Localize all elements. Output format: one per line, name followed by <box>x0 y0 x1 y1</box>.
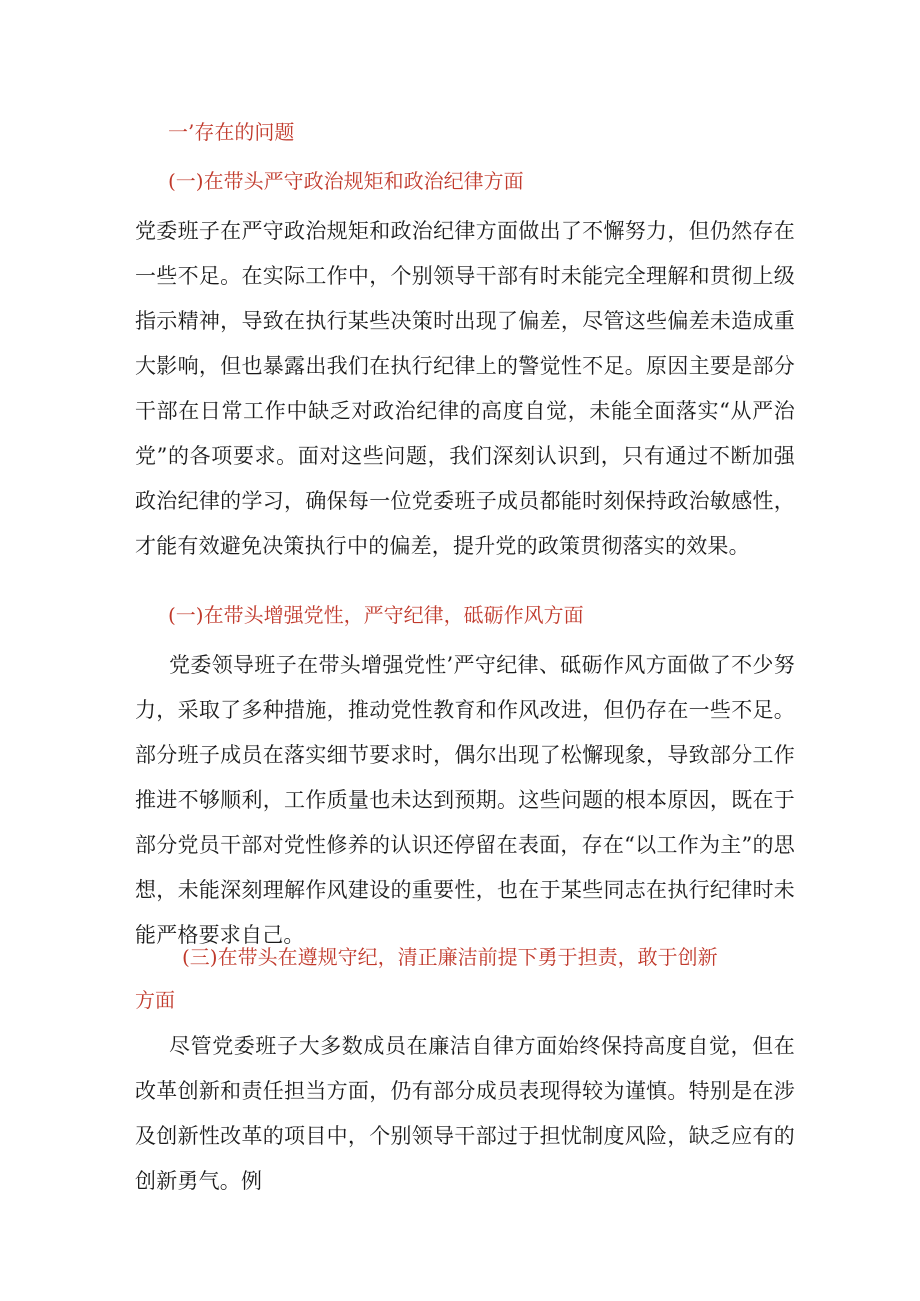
subsection-heading-3-line-2: 方面 <box>135 988 175 1012</box>
section-title: 一’存在的问题 <box>168 120 295 144</box>
paragraph-3: 尽管党委班子大多数成员在廉洁自律方面始终保持高度自觉，但在改革创新和责任担当方面，仍有部分成员表现得较为谨慎。特别是在涉及创新性改革的项目中，个别领导干部过于担忧制度风险，缺乏应有的创新勇气。例 <box>135 1034 795 1193</box>
subsection-heading-1: (一)在带头严守政治规矩和政治纪律方面 <box>168 169 524 193</box>
subsection-heading-3-line-1: (三)在带头在遵规守纪，清正廉洁前提下勇于担责，敢于创新 <box>182 945 718 969</box>
subsection-heading-2: (一)在带头增强党性，严守纪律，砥砺作风方面 <box>168 603 584 627</box>
paragraph-2: 党委领导班子在带头增强党性’严守纪律、砥砺作风方面做了不少努力，采取了多种措施，推动党性教育和作风改进，但仍存在一些不足。部分班子成员在落实细节要求时，偶尔出现了松懈现象，导致部分工作推进不够顺利，工作质量也未达到预期。这些问题的根本原因，既在于部分党员干部对党性修养的认识还停留在表面，存在“以工作为主”的思想，未能深刻理解作风建设的重要性，也在于某些同志在执行纪律时未能严格要求自己。 <box>135 653 795 947</box>
paragraph-1: 党委班子在严守政治规矩和政治纪律方面做出了不懈努力，但仍然存在一些不足。在实际工作中，个别领导干部有时未能完全理解和贯彻上级指示精神，导致在执行某些决策时出现了偏差，尽管这些偏差未造成重大影响，但也暴露出我们在执行纪律上的警觉性不足。原因主要是部分干部在日常工作中缺乏对政治纪律的高度自觉，未能全面落实“从严治党”的各项要求。面对这些问题，我们深刻认识到，只有通过不断加强政治纪律的学习，确保每一位党委班子成员都能时刻保持政治敏感性，才能有效避免决策执行中的偏差，提升党的政策贯彻落实的效果。 <box>135 219 795 558</box>
